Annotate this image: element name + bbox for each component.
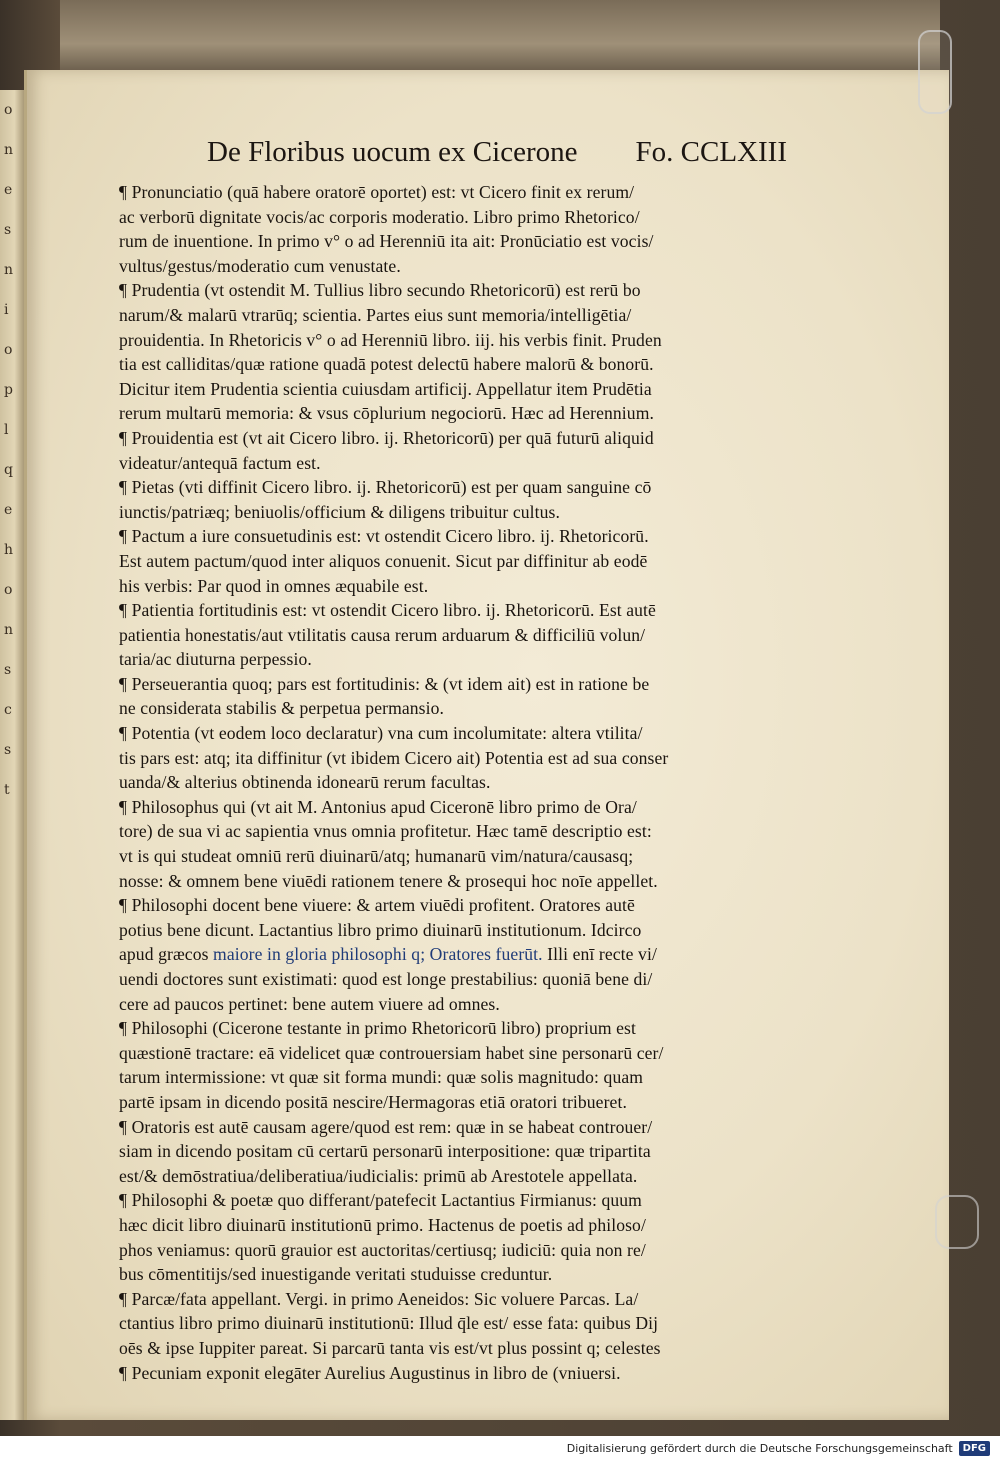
prev-page-margin-char: o (4, 102, 13, 118)
text-line: tis pars est: atq; ita diffinitur (vt ibidem Cicero ait) Potentia est ad sua conser (119, 747, 669, 768)
prev-page-margin-char: l (4, 422, 9, 438)
text-line: est/& demōstratiua/deliberatiua/iudicialis: primū ab Arestotele appellata. (119, 1165, 638, 1186)
text-line: nosse: & omnem bene viuēdi rationem tenere & prosequi hoc noīe appellet. (119, 870, 658, 891)
text-line: oēs & ipse Iuppiter pareat. Si parcarū tanta vis est/vt plus possint q; celestes (119, 1337, 661, 1358)
prev-page-margin-char: p (4, 382, 13, 398)
text-line: videatur/antequā factum est. (119, 452, 321, 473)
prev-page-margin-char: i (4, 302, 9, 318)
text-line: ¶ Parcæ/fata appellant. Vergi. in primo Aeneidos: Sic voluere Parcas. La/ (119, 1288, 639, 1309)
text-line: iunctis/patriæq; beniuolis/officium & diligens tribuitur cultus. (119, 501, 560, 522)
text-line: ¶ Philosophi (Cicerone testante in primo Rhetoricorū libro) proprium est (119, 1018, 636, 1039)
prev-page-margin-char: c (4, 702, 12, 718)
text-line: ¶ Philosophi & poetæ quo differant/patefecit Lactantius Firmianus: quum (119, 1190, 642, 1211)
text-line: potius bene dicunt. Lactantius libro primo diuinarū institutionum. Idcirco (119, 919, 642, 940)
prev-page-margin-char: h (4, 542, 14, 558)
text-line: ¶ Prouidentia est (vt ait Cicero libro. ij. Rhetoricorū) per quā futurū aliquid (119, 427, 654, 448)
highlighted-phrase: maiore in gloria philosophi q; Oratores fuerūt. (213, 944, 543, 965)
folio-number: Fo. CCLXIII (635, 136, 787, 168)
prev-page-margin-char: o (4, 582, 13, 598)
text-line: siam in dicendo positam cū certarū personarū interpositione: quæ tripartita (119, 1141, 651, 1162)
text-line: ne considerata stabilis & perpetua permansio. (119, 698, 444, 719)
text-line-segment: Illi enī recte vi/ (542, 944, 657, 965)
text-line: uanda/& alterius obtinenda idonearū rerum facultas. (119, 772, 491, 793)
text-line: tore) de sua vi ac sapientia vnus omnia profitetur. Hæc tamē descriptio est: (119, 821, 652, 842)
text-line: prouidentia. In Rhetoricis v° o ad Herenniū libro. iij. his verbis finit. Pruden (119, 329, 662, 350)
text-line: vultus/gestus/moderatio cum venustate. (119, 255, 401, 276)
prev-page-margin-char: s (4, 662, 12, 678)
text-line (119, 942, 787, 967)
prev-page-margin-char: s (4, 222, 12, 238)
running-title: De Floribus uocum ex Cicerone (207, 136, 578, 168)
text-line: ¶ Pronunciatio (quā habere oratorē oportet) est: vt Cicero finit ex rerum/ (119, 182, 635, 202)
text-line: ¶ Potentia (vt eodem loco declaratur) vna cum incolumitate: altera vtilita/ (119, 723, 643, 744)
prev-page-margin-char: n (4, 142, 14, 158)
text-line: ¶ Patientia fortitudinis est: vt ostendit Cicero libro. ij. Rhetoricorū. Est autē (119, 600, 656, 621)
prev-page-margin-char: n (4, 262, 14, 278)
text-line: ¶ Pecuniam exponit elegāter Aurelius Augustinus in libro de (vniuersi. (119, 1362, 621, 1383)
text-line: ctantius libro primo diuinarū institutionū: Illud q̄le est/ esse fata: quibus Dij (119, 1313, 659, 1334)
text-line: uendi doctores sunt existimati: quod est longe prestabilius: quoniā bene di/ (119, 969, 653, 989)
previous-page-margin (0, 90, 24, 1420)
prev-page-margin-char: e (4, 182, 13, 198)
dfg-logo: DFG (959, 1441, 990, 1456)
prev-page-margin-char: s (4, 742, 12, 758)
text-line: hæc dicit libro diuinarū institutionū primo. Hactenus de poetis ad philoso/ (119, 1214, 646, 1235)
text-line: ¶ Pietas (vti diffinit Cicero libro. ij. Rhetoricorū) est per quam sanguine cō (119, 477, 652, 498)
text-line: vt is qui studeat omniū rerū diuinarū/atq; humanarū vim/natura/causasq; (119, 846, 634, 867)
text-line: ¶ Philosophi docent bene viuere: & artem viuēdi profitent. Oratores autē (119, 895, 635, 916)
text-line: narum/& malarū vtrarūq; scientia. Partes eius sunt memoria/intelligētia/ (119, 304, 632, 325)
funding-credit: Digitalisierung gefördert durch die Deutsche Forschungsgemeinschaft (566, 1441, 953, 1455)
page-header (207, 136, 787, 169)
prev-page-margin-char: o (4, 342, 13, 358)
page-clip (918, 30, 952, 114)
text-line-segment: apud græcos (119, 944, 214, 965)
prev-page-margin-char: q (4, 462, 13, 478)
text-line: phos veniamus: quorū grauior est auctoritas/certiusq; iudiciū: quia non re/ (119, 1239, 646, 1260)
text-line: ¶ Pactum a iure consuetudinis est: vt ostendit Cicero libro. ij. Rhetoricorū. (119, 526, 649, 547)
text-line: ¶ Philosophus qui (vt ait M. Antonius apud Ciceronē libro primo de Ora/ (119, 796, 637, 817)
text-line: rerum multarū memoria: & vsus cōplurium negociorū. Hæc ad Herennium. (119, 403, 654, 424)
text-line: rum de inuentione. In primo v° o ad Herenniū ita ait: Pronūciatio est vocis/ (119, 231, 654, 252)
text-line: patientia honestatis/aut vtilitatis causa rerum arduarum & difficiliū volun/ (119, 624, 646, 645)
prev-page-margin-char: e (4, 502, 13, 518)
text-line: tarum intermissione: vt quæ sit forma mundi: quæ solis magnitudo: quam (119, 1067, 644, 1088)
book-top-edge (60, 0, 940, 80)
text-line: Dicitur item Prudentia scientia cuiusdam artificij. Appellatur item Prudētia (119, 378, 652, 399)
text-line: partē ipsam in dicendo positā nescire/Hermagoras etiā oratori tribueret. (119, 1091, 627, 1112)
prev-page-margin-char: n (4, 622, 14, 638)
digitization-footer (0, 1436, 1000, 1460)
book-page (24, 70, 949, 1420)
text-line: his verbis: Par quod in omnes æquabile est. (119, 575, 429, 596)
text-line: bus cōmentitijs/sed inuestigande veritati studuisse creduntur. (119, 1264, 553, 1285)
text-line: taria/ac diuturna perpessio. (119, 649, 312, 670)
text-line: ¶ Perseuerantia quoq; pars est fortitudinis: & (vt idem ait) est in ratione be (119, 673, 650, 694)
main-text-block (119, 180, 787, 1385)
text-line: ¶ Prudentia (vt ostendit M. Tullius libro secundo Rhetoricorū) est rerū bo (119, 280, 641, 301)
text-line: ac verborū dignitate vocis/ac corporis moderatio. Libro primo Rhetorico/ (119, 206, 640, 227)
text-line: Est autem pactum/quod inter aliquos conuenit. Sicut par diffinitur ab eodē (119, 550, 648, 571)
prev-page-margin-char: t (4, 782, 10, 798)
text-line: cere ad paucos pertinet: bene autem viuere ad omnes. (119, 993, 500, 1014)
page-clip-lower (935, 1195, 979, 1249)
text-line: tia est calliditas/quæ ratione quadā potest delectū habere malorū & bonorū. (119, 354, 654, 375)
text-line: ¶ Oratoris est autē causam agere/quod est rem: quæ in se habeat controuer/ (119, 1116, 653, 1137)
text-line: quæstionē tractare: eā videlicet quæ controuersiam habet sine personarū cer/ (119, 1042, 664, 1063)
